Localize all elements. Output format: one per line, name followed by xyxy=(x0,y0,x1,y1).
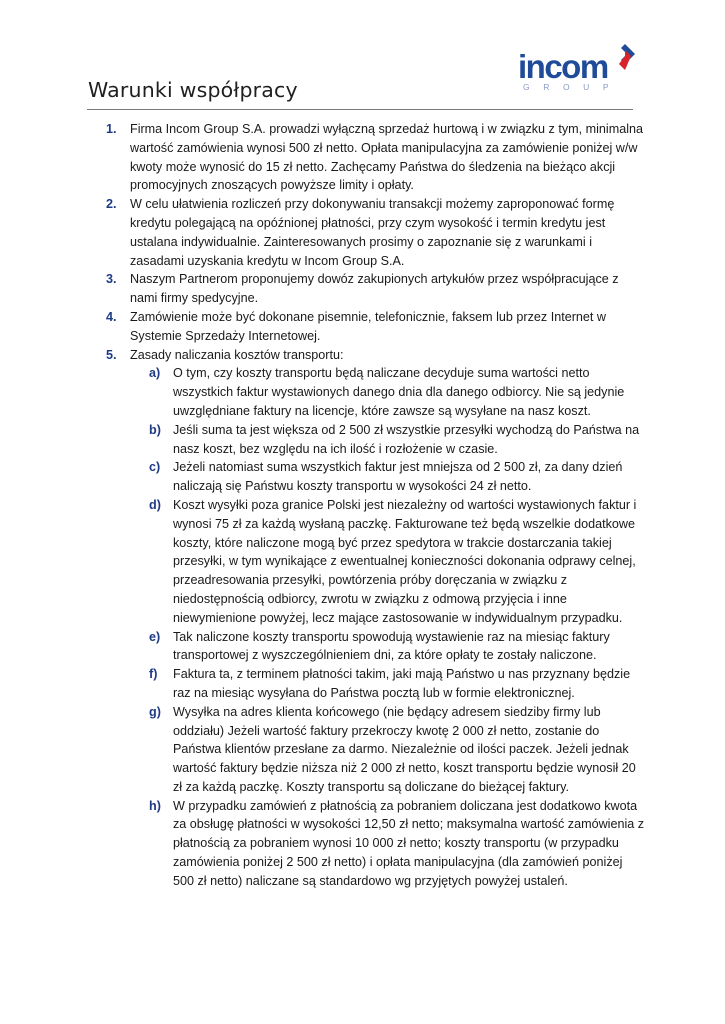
item-number: 4. xyxy=(106,309,117,324)
item-text: Firma Incom Group S.A. prowadzi wyłączną sprzedaż hurtową i w związku z tym, minimalna wartość zamówienia wynosi 500 zł netto. Opłata manipulacyjna za zamówienie poniżej w/w kwoty może wynosić do 15 zł netto. Zachęcamy Państwa do śledzenia na bieżąco akcji promocyjnych znoszących powyższe limity i opłaty. xyxy=(130,122,644,193)
sub-list-item xyxy=(149,628,646,666)
page-title: Warunki współpracy xyxy=(88,78,298,102)
terms-content xyxy=(106,120,646,891)
sub-item-letter: b) xyxy=(149,422,161,437)
list-item xyxy=(106,346,646,365)
sub-list-item xyxy=(149,421,646,459)
sub-item-text: W przypadku zamówień z płatnością za pobraniem doliczana jest dodatkowo kwota za obsługę płatności w wysokości 12,50 zł netto; maksymalna wartość zamówienia z płatnością za pobraniem wynosi 10 000 zł netto; koszty transportu (w przypadku zamówienia poniżej 2 500 zł netto) i opłata manipulacyjna (dla zamówień poniżej 500 zł netto) naliczane są standardowo wg przyjętych powyżej ustaleń. xyxy=(173,798,645,888)
sub-item-text: Faktura ta, z terminem płatności takim, jaki mają Państwo u nas przyznany będzie raz na miesiąc wysyłana do Państwa pocztą lub w formie elektronicznej. xyxy=(173,667,631,700)
sub-item-letter: a) xyxy=(149,366,161,381)
terms-list xyxy=(106,120,646,364)
list-item xyxy=(106,308,646,346)
sub-item-letter: c) xyxy=(149,460,161,475)
item-number: 3. xyxy=(106,272,117,287)
list-item xyxy=(106,195,646,270)
sub-list-item xyxy=(149,703,646,797)
item-text: Zamówienie może być dokonane pisemnie, telefonicznie, faksem lub przez Internet w Systemie Sprzedaży Internetowej. xyxy=(130,309,607,343)
item-number: 5. xyxy=(106,347,117,362)
item-text: W celu ułatwienia rozliczeń przy dokonywaniu transakcji możemy zaproponować formę kredytu polegającą na opóźnionej płatności, przy czym wysokość i termin kredytu jest ustalana indywidualnie. Zainteresowanych prosimy o zapoznanie się z warunkami i zasadami uzyskania kredytu w Incom Group S.A. xyxy=(130,197,615,268)
sub-list-item xyxy=(149,496,646,628)
sub-item-letter: d) xyxy=(149,497,161,512)
sub-list-item xyxy=(149,797,646,891)
sub-item-text: Koszt wysyłki poza granice Polski jest niezależny od wartości wystawionych faktur i wynosi 75 zł za każdą wysłaną paczkę. Fakturowane też będą wszelkie dodatkowe koszty, które naliczone mogą być przez spedytora w trakcie dostarczania takiej przesyłki, w tym wynikające z ewentualnej konieczności dokonania odprawy celnej, przeadresowania przesyłki, powtórzenia próby doręczania w związku z niedostępnością odbiorcy, zwrotu w związku z odmową przyjęcia i inne niewymienione powyżej, lecz mające zastosowanie w indywidualnym przypadku. xyxy=(173,497,637,625)
sub-item-text: Tak naliczone koszty transportu spowodują wystawienie raz na miesiąc faktury transportowej z wyszczególnieniem dni, za które opłaty te zostały naliczone. xyxy=(173,629,610,663)
header-divider xyxy=(87,109,633,110)
item-text: Zasady naliczania kosztów transportu: xyxy=(130,347,344,362)
sub-list-item xyxy=(149,458,646,496)
sub-item-text: Jeżeli natomiast suma wszystkich faktur jest mniejsza od 2 500 zł, za dany dzień naliczają się Państwu koszty transportu w wysokości 24 zł netto. xyxy=(173,460,623,494)
logo-wordmark: incom xyxy=(518,48,608,85)
item-text: Naszym Partnerom proponujemy dowóz zakupionych artykułów przez współpracujące z nami firmy spedycyjne. xyxy=(130,272,619,306)
sub-list-item xyxy=(149,665,646,703)
company-logo xyxy=(518,44,638,100)
list-item xyxy=(106,120,646,195)
sub-item-letter: h) xyxy=(149,798,161,813)
sub-item-text: O tym, czy koszty transportu będą naliczane decyduje suma wartości netto wszystkich faktur wystawionych danego dnia dla danego odbiorcy. Nie są jedynie uwzględniane faktury na licencje, które zawsze są wysyłane na nasz koszt. xyxy=(173,366,625,418)
transport-terms-list xyxy=(106,364,646,890)
sub-item-text: Jeśli suma ta jest większa od 2 500 zł wszystkie przesyłki wychodzą do Państwa na nasz koszt, bez względu na ich ilość i rozłożenie w czasie. xyxy=(173,422,640,456)
sub-item-letter: e) xyxy=(149,629,161,644)
sub-list-item xyxy=(149,364,646,420)
item-number: 2. xyxy=(106,197,117,212)
sub-item-text: Wysyłka na adres klienta końcowego (nie będący adresem siedziby firmy lub oddziału) Jeżeli wartość faktury przekroczy kwotę 2 000 zł netto, zostanie do Państwa klientów przesłane za darmo. Niezależnie od ilości paczek. Jeżeli jednak wartość faktury będzie niższa niż 2 000 zł netto, koszt transportu będzie wynosił 20 zł za każdą paczkę. Koszty transportu są doliczane do bieżącej faktury. xyxy=(173,704,636,794)
sub-item-letter: f) xyxy=(149,667,158,682)
logo-subtext: GROUP xyxy=(523,82,623,92)
item-number: 1. xyxy=(106,122,117,136)
sub-item-letter: g) xyxy=(149,704,161,719)
list-item xyxy=(106,270,646,308)
logo-chevron-icon xyxy=(615,44,635,78)
